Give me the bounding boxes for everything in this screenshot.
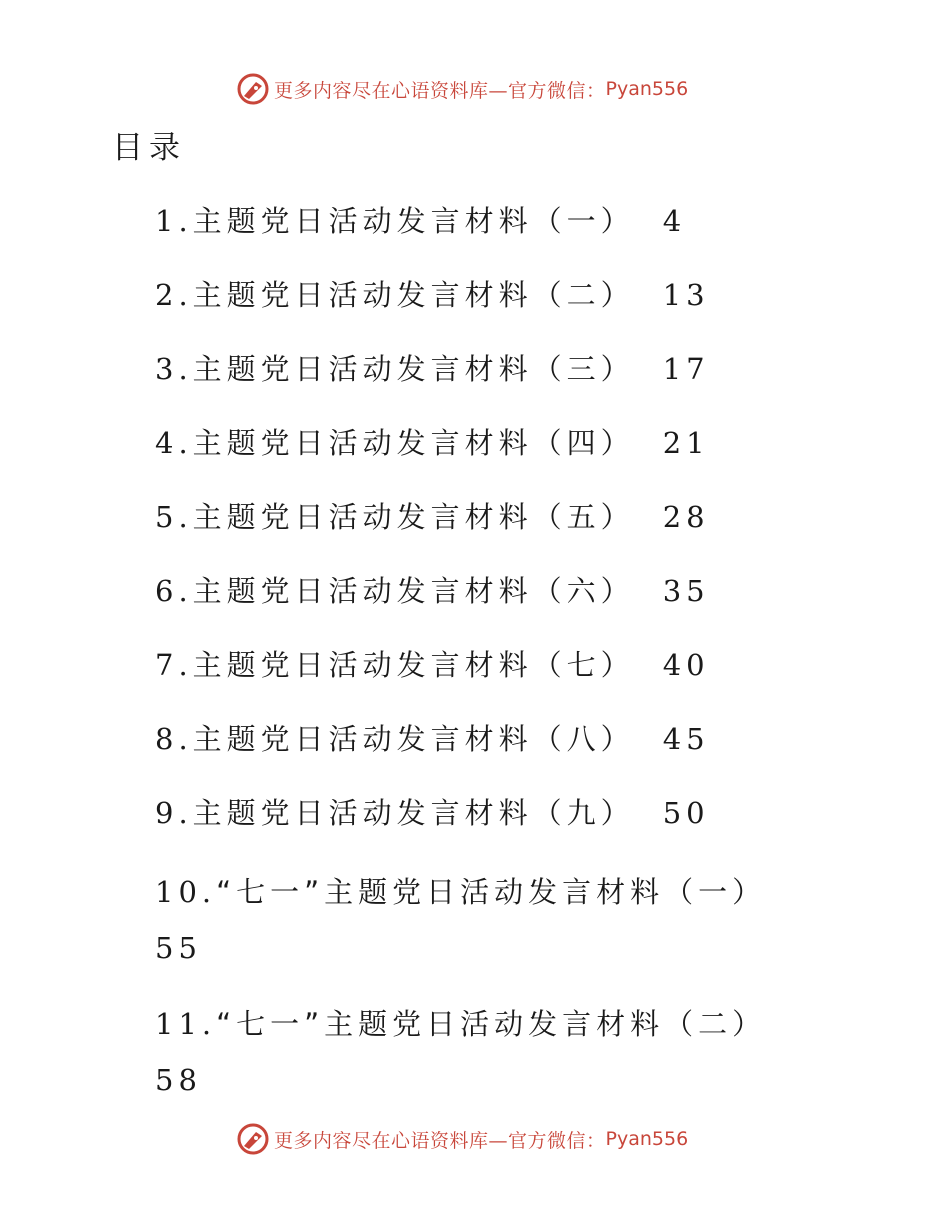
toc-entry[interactable]: [155, 864, 805, 996]
toc-entry-page: 13: [662, 278, 710, 312]
toc-entry-number: 7.: [155, 648, 193, 682]
toc-entry-page: 45: [662, 722, 710, 756]
toc-entry-number: 11.: [155, 1007, 217, 1041]
toc-entry-title: “七一”主题党日活动发言材料（一）: [216, 875, 767, 909]
toc-entry-title: “七一”主题党日活动发言材料（二）: [216, 1007, 767, 1041]
toc-entry[interactable]: [155, 642, 805, 716]
toc-entry-page: 4: [662, 204, 687, 238]
toc-entry-title: 主题党日活动发言材料（八）: [192, 722, 635, 756]
pen-nib-logo-icon: [236, 72, 270, 106]
toc-entry-number: 10.: [155, 875, 217, 909]
toc-entry-number: 8.: [155, 722, 193, 756]
page-title: 目录: [112, 130, 186, 166]
toc-entry-page: 50: [662, 796, 710, 830]
toc-entry[interactable]: [155, 198, 805, 272]
toc-entry-number: 9.: [155, 796, 193, 830]
toc-entry-number: 6.: [155, 574, 193, 608]
toc-entry[interactable]: [155, 568, 805, 642]
toc-entry[interactable]: [155, 494, 805, 568]
toc-entry-number: 1.: [155, 204, 193, 238]
toc-entry[interactable]: [155, 996, 805, 1128]
toc-entry-title: 主题党日活动发言材料（二）: [192, 278, 635, 312]
toc-entry-number: 3.: [155, 352, 193, 386]
toc-entry-title: 主题党日活动发言材料（九）: [192, 796, 635, 830]
toc-entry-title: 主题党日活动发言材料（三）: [192, 352, 635, 386]
toc-entry-page: 40: [662, 648, 710, 682]
toc-entry-title: 主题党日活动发言材料（六）: [192, 574, 635, 608]
toc-entry-number: 2.: [155, 278, 193, 312]
banner-wechat-id: Pyan556: [605, 78, 689, 100]
toc-entry-page: 28: [662, 500, 710, 534]
toc-entry-page: 17: [662, 352, 710, 386]
banner-text: 更多内容尽在心语资料库—官方微信：: [274, 1129, 606, 1152]
toc-entry-page: 55: [155, 931, 202, 965]
toc-entry[interactable]: [155, 716, 805, 790]
toc-entry[interactable]: [155, 346, 805, 420]
toc-entry[interactable]: [155, 272, 805, 346]
toc-entry-number: 4.: [155, 426, 193, 460]
toc-entry-title: 主题党日活动发言材料（七）: [192, 648, 635, 682]
toc-entry-title: 主题党日活动发言材料（一）: [192, 204, 635, 238]
footer-banner: [236, 1122, 688, 1156]
table-of-contents: [155, 198, 805, 1128]
header-banner: [236, 72, 688, 106]
banner-text: 更多内容尽在心语资料库—官方微信：: [274, 79, 606, 102]
toc-entry-number: 5.: [155, 500, 193, 534]
toc-entry-page: 21: [662, 426, 710, 460]
banner-wechat-id: Pyan556: [605, 1128, 689, 1150]
toc-entry[interactable]: [155, 790, 805, 864]
toc-entry-title: 主题党日活动发言材料（五）: [192, 500, 635, 534]
toc-entry[interactable]: [155, 420, 805, 494]
toc-entry-page: 35: [662, 574, 710, 608]
pen-nib-logo-icon: [236, 1122, 270, 1156]
toc-entry-title: 主题党日活动发言材料（四）: [192, 426, 635, 460]
toc-entry-page: 58: [155, 1063, 202, 1097]
